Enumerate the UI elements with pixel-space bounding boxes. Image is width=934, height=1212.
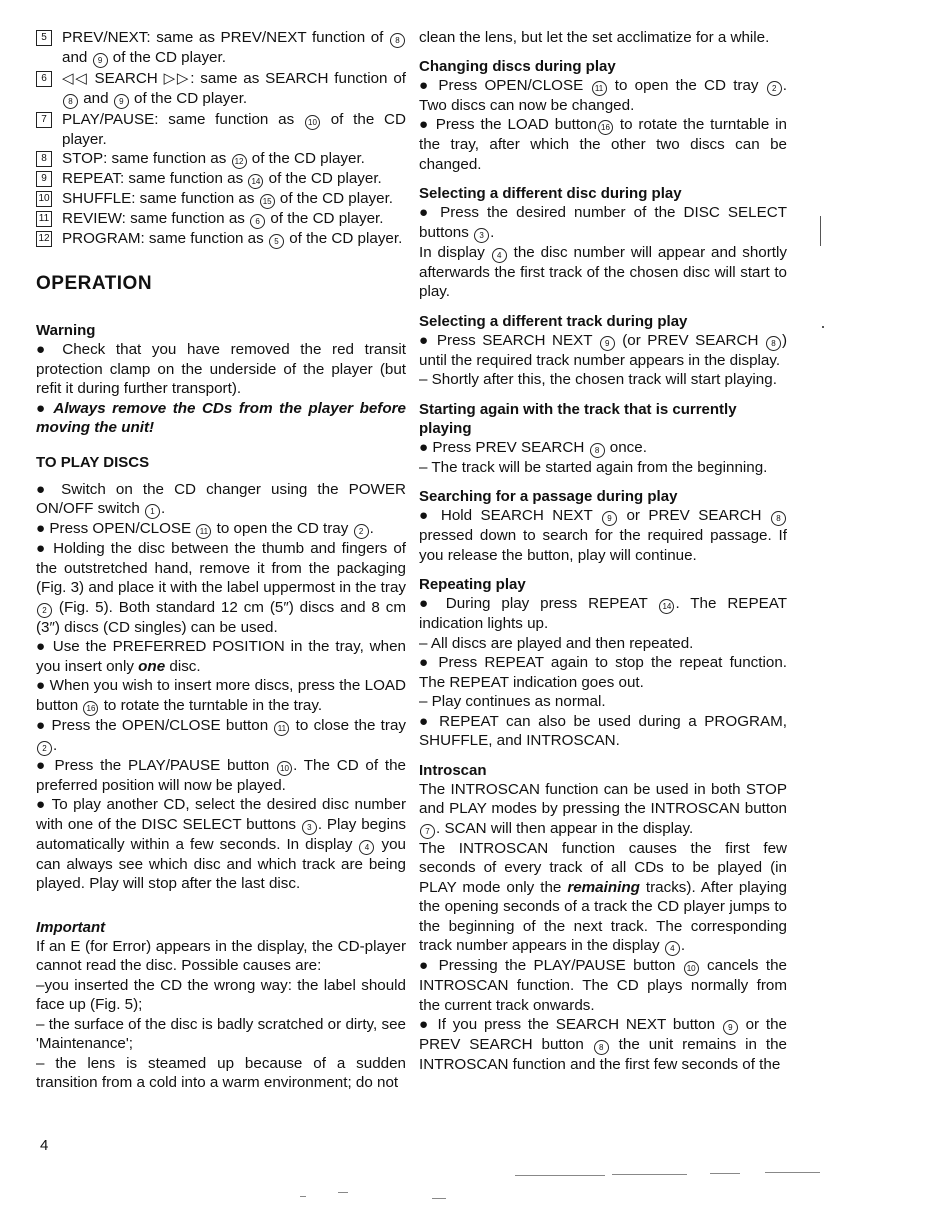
numbered-item — [36, 149, 406, 169]
item-number-box: 10 — [36, 191, 52, 207]
circled-number: 9 — [600, 336, 615, 351]
item-number-box: 8 — [36, 151, 52, 167]
numbered-item — [36, 169, 406, 189]
circled-number: 14 — [248, 174, 263, 189]
scan-speck — [432, 1198, 446, 1199]
repeat-text: – All discs are played and then repeated. — [419, 634, 694, 652]
changing-discs-heading: Changing discs during play — [419, 57, 616, 75]
item-number-box: 7 — [36, 112, 52, 128]
item-text: REVIEW: same function as — [62, 210, 245, 227]
circled-number: 16 — [83, 701, 98, 716]
right-column — [419, 28, 787, 1075]
different-track-heading: Selecting a different track during play — [419, 312, 688, 330]
search-passage-heading: Searching for a passage during play — [419, 488, 678, 505]
circled-number: 5 — [269, 234, 284, 249]
circled-number: 16 — [598, 120, 613, 135]
numbered-item — [36, 110, 406, 150]
introscan-text: The INTROSCAN function causes the first few seconds of every track of all CDs to be played (in PLAY mode only the remaining tracks). After playing the opening seconds of a track the CD player jumps to the beginning of the next track. The corresponding track number appears in the display 4 . — [419, 839, 787, 954]
left-column — [36, 28, 406, 1093]
item-text: of the CD player. — [129, 89, 248, 107]
play-bullet: ● Holding the disc between the thumb and fingers of the outstretched hand, remove it from the packaging (Fig. 3) and place it with the label uppermost in the tray 2 (Fig. 5). Both standard 12 cm (5″) discs and 8 cm (3″) discs (CD singles) can be used. — [36, 540, 406, 636]
scan-speck — [612, 1174, 687, 1175]
different-track-text: – Shortly after this, the chosen track will start playing. — [419, 371, 777, 388]
circled-number: 8 — [594, 1040, 609, 1055]
changing-bullet: ● Press the LOAD button 16 to rotate the turntable in the tray, after which the other two discs can be changed. — [419, 116, 787, 173]
circled-number: 2 — [37, 603, 52, 618]
warning-bullet: ● Check that you have removed the red transit protection clamp on the underside of the player (but refit it during further transport). — [36, 341, 406, 397]
circled-number: 14 — [659, 599, 674, 614]
item-number-box: 9 — [36, 171, 52, 187]
play-bullet: ● To play another CD, select the desired disc number with one of the DISC SELECT buttons 3 . Play begins automatically within a few seconds. In display 4 you can always see which disc and which track are being played. Play will stop after the last disc. — [36, 796, 406, 892]
repeat-bullet: ● Press REPEAT again to stop the repeat function. The REPEAT indication goes out. — [419, 654, 787, 691]
important-heading: Important — [36, 918, 106, 936]
important-text: – the lens is steamed up because of a sudden transition from a cold into a warm environment; do not — [36, 1054, 406, 1091]
item-text: of the CD player. — [108, 49, 226, 66]
item-text: PLAY/PAUSE: same function as — [62, 110, 295, 128]
different-track-bullet: ● Press SEARCH NEXT 9 (or PREV SEARCH 8 ) until the required track number appears in the display. — [419, 331, 787, 369]
item-text: of the CD player. — [62, 110, 406, 148]
circled-number: 2 — [354, 524, 369, 539]
circled-number: 9 — [93, 53, 108, 68]
play-bullet: ● Press OPEN/CLOSE 11 to open the CD tray 2 . — [36, 520, 374, 537]
repeat-heading: Repeating play — [419, 576, 526, 593]
item-text: of the CD player. — [247, 150, 365, 167]
numbered-item — [36, 28, 406, 68]
play-bullet: ● Press the PLAY/PAUSE button 10 . The CD of the preferred position will now be played. — [36, 756, 406, 794]
scan-speck — [338, 1192, 348, 1193]
to-play-heading: TO PLAY DISCS — [36, 453, 150, 471]
circled-number: 1 — [145, 504, 160, 519]
item-text: SHUFFLE: same function as — [62, 190, 255, 207]
circled-number: 3 — [302, 820, 317, 835]
scan-speck — [300, 1196, 306, 1197]
introscan-bullet: ● Pressing the PLAY/PAUSE button 10 cancels the INTROSCAN function. The CD plays normally from the current track onwards. — [419, 957, 787, 1014]
start-again-heading: Starting again with the track that is currently playing — [419, 400, 737, 437]
warning-emphasis: ● Always remove the CDs from the player before moving the unit! — [36, 399, 406, 436]
item-number-box: 5 — [36, 30, 52, 46]
start-again-bullet: ● Press PREV SEARCH 8 once. — [419, 438, 647, 456]
circled-number: 6 — [250, 214, 265, 229]
circled-number: 2 — [767, 81, 782, 96]
play-bullet: ● Press the OPEN/CLOSE button 11 to close the tray 2 . — [36, 716, 406, 754]
item-text: and — [79, 89, 109, 107]
circled-number: 7 — [420, 824, 435, 839]
play-bullet: ● When you wish to insert more discs, press the LOAD button 16 to rotate the turntable in the tray. — [36, 677, 406, 714]
circled-number: 8 — [771, 511, 786, 526]
circled-number: 9 — [723, 1020, 738, 1035]
circled-number: 10 — [305, 115, 320, 130]
section-title-operation: OPERATION — [36, 273, 153, 294]
circled-number: 4 — [492, 248, 507, 263]
circled-number: 8 — [590, 443, 605, 458]
circled-number: 9 — [114, 94, 129, 109]
different-disc-bullet: ● Press the desired number of the DISC SELECT buttons 3 . — [419, 204, 787, 241]
item-text: PROGRAM: same function as — [62, 230, 264, 247]
item-number-box: 12 — [36, 231, 52, 247]
item-text: of the CD player. — [264, 170, 382, 187]
play-bullet: ● Switch on the CD changer using the POWER ON/OFF switch 1 . — [36, 480, 406, 517]
item-text: of the CD player. — [284, 230, 403, 247]
circled-number: 4 — [359, 840, 374, 855]
continued-text: clean the lens, but let the set acclimatize for a while. — [419, 29, 770, 46]
search-passage-bullet: ● Hold SEARCH NEXT 9 or PREV SEARCH 8 pressed down to search for the required passage. If you release the button, play will continue. — [419, 507, 787, 564]
warning-heading: Warning — [36, 322, 96, 339]
circled-number: 8 — [63, 94, 78, 109]
item-text: of the CD player. — [275, 190, 394, 207]
important-text: –you inserted the CD the wrong way: the label should face up (Fig. 5); — [36, 976, 406, 1013]
circled-number: 8 — [766, 336, 781, 351]
repeat-text: – Play continues as normal. — [419, 693, 606, 710]
item-text: and — [62, 49, 88, 66]
important-text: – the surface of the disc is badly scratched or dirty, see 'Maintenance'; — [36, 1015, 406, 1052]
circled-number: 15 — [260, 194, 275, 209]
circled-number: 3 — [474, 228, 489, 243]
introscan-heading: Introscan — [419, 761, 487, 779]
item-text: STOP: same function as — [62, 150, 227, 167]
changing-bullet: ● Press OPEN/CLOSE 11 to open the CD tray 2 . Two discs can now be changed. — [419, 76, 787, 114]
circled-number: 8 — [390, 33, 405, 48]
margin-mark — [820, 216, 821, 246]
important-text: If an E (for Error) appears in the display, the CD-player cannot read the disc. Possible causes are: — [36, 937, 406, 974]
item-text: ◁◁ SEARCH ▷▷: same as SEARCH function of — [62, 70, 406, 87]
circled-number: 2 — [37, 741, 52, 756]
item-text: REPEAT: same function as — [62, 170, 244, 187]
item-text: PREV/NEXT: same as PREV/NEXT function of — [62, 29, 384, 46]
circled-number: 12 — [232, 154, 247, 169]
circled-number: 11 — [592, 81, 607, 96]
scan-speck — [710, 1173, 740, 1174]
scan-speck — [515, 1175, 605, 1176]
item-text: of the CD player. — [266, 210, 384, 227]
item-number-box: 6 — [36, 71, 52, 87]
introscan-bullet: ● If you press the SEARCH NEXT button 9 or the PREV SEARCH button 8 the unit remains in the INTROSCAN function and the first few seconds of the — [419, 1016, 787, 1073]
numbered-item — [36, 69, 406, 109]
circled-number: 4 — [665, 941, 680, 956]
repeat-bullet: ● REPEAT can also be used during a PROGRAM, SHUFFLE, and INTROSCAN. — [419, 712, 787, 749]
introscan-text: The INTROSCAN function can be used in both STOP and PLAY modes by pressing the INTROSCAN button 7 . SCAN will then appear in the display. — [419, 780, 787, 837]
different-disc-heading: Selecting a different disc during play — [419, 185, 682, 202]
repeat-bullet: ● During play press REPEAT 14 . The REPEAT indication lights up. — [419, 595, 787, 632]
circled-number: 10 — [684, 961, 699, 976]
scan-speck — [765, 1172, 820, 1173]
numbered-item — [36, 189, 406, 209]
circled-number: 11 — [274, 721, 289, 736]
circled-number: 11 — [196, 524, 211, 539]
margin-dot — [822, 326, 824, 328]
numbered-item — [36, 209, 406, 229]
item-number-box: 11 — [36, 211, 52, 227]
start-again-text: – The track will be started again from the beginning. — [419, 458, 768, 476]
circled-number: 10 — [277, 761, 292, 776]
play-bullet: ● Use the PREFERRED POSITION in the tray, when you insert only one disc. — [36, 638, 406, 675]
different-disc-text: In display 4 the disc number will appear and shortly afterwards the first track of the chosen disc will start to play. — [419, 243, 787, 300]
circled-number: 9 — [602, 511, 617, 526]
numbered-item — [36, 229, 406, 249]
page-number: 4 — [40, 1137, 49, 1154]
